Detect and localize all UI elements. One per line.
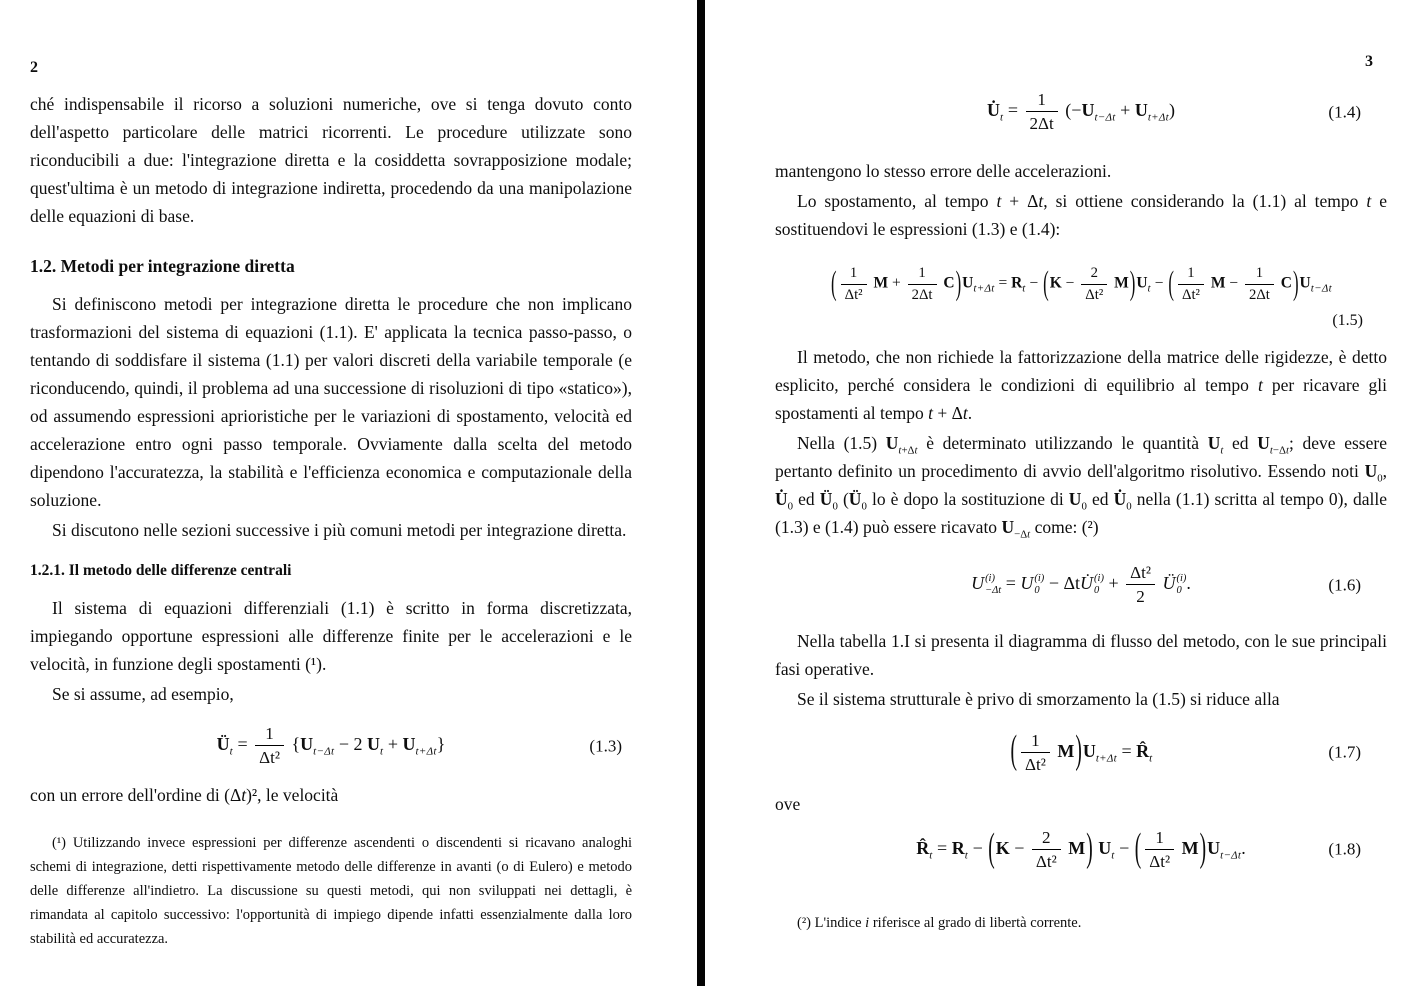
paragraph-ove: ove [775, 793, 801, 814]
page-number: 2 [30, 59, 38, 76]
section-heading-1-2: 1.2. Metodi per integrazione diretta [30, 256, 295, 276]
equation-1-8: $R̂_t = R_t - (K$ − $\frac{2}{\text{Δt²}}$ M) $U_t$ − ( $\frac{1}{\text{Δt²}}$ $M)U_{t-\Delta t}$. (1.8) [916, 827, 1361, 871]
footnote-2: (²) L'indice i riferisce al grado di libertà corrente. [797, 915, 1082, 932]
equation-1-4: $U̇_t$ = $\frac{1}{2\Delta t}$ $(-U_{t-\Delta t} + U_{t+\Delta t})$ (1.4) [986, 90, 1361, 134]
equation-1-5: ( $\frac{1}{\text{Δt²}}$ M + $\frac{1}{2\Delta t}$ $C)U_{t+\Delta t} = R_t - (K$ − $\frac{2}{\text{Δt²}}$ $M)U_t$ − ( $\frac{1}{\text{Δt²}}$ M − $\frac{1}{2\Delta t}$ $C)U_{t-\Delta t}$ (1.5) [831, 263, 1363, 330]
paragraph-il-metodo: Il metodo, che non richiede la fattorizzazione della matrice delle rigidezze, è detto esplicito, perché considera le condizioni di equilibrio al tempo t per ricavare gli spostamenti al tempo t + Δt. [775, 347, 1387, 424]
footnote-1: (¹) Utilizzando invece espressioni per differenze ascendenti o discendenti si ricavano analoghi schemi di integrazione, detti rispettivamente metodo delle differenze in avanti (o di Eulero) e metodo delle differenze all'indietro. La discussione su questi metodi, qui non sviluppati nei dettagli, è rimandata al capitolo successivo: l'opportunità di impiego dipende infatti essenzialmente dalla loro stabilità ed accuratezza. [30, 835, 632, 948]
paragraph-se-il-sistema: Se il sistema strutturale è privo di smorzamento la (1.5) si riduce alla [797, 688, 1280, 709]
equation-1-7: ( $\frac{1}{\text{Δt²}}$ $M)U_{t+\Delta t}$ = $R̂_t$ (1.7) [1010, 730, 1361, 774]
page-number: 3 [1365, 53, 1373, 70]
equation-1-6: U (i) −Δt = U (i) 0 − ΔtU̇ (i) 0 + $\frac{\text{Δt²}}{2}$ Ü (i) 0 . (1.6) [971, 563, 1361, 607]
paragraph-con-un-errore: con un errore dell'ordine di (Δt)², le velocità [30, 785, 339, 806]
intro-paragraph: ché indispensabile il ricorso a soluzioni numeriche, ove si tenga dovuto conto dell'aspetto particolare delle matrici ricorrenti. Le procedure utilizzate sono riconducibili a due: l'integrazione diretta e la cosiddetta sovrapposizione modale; quest'ultima è un metodo di integrazione indiretta, procedendo da una manipolazione delle equazioni di base. [30, 94, 632, 226]
page-right [775, 0, 1387, 935]
paragraph-nella-1-5: Nella (1.5) $U_{t+\Delta t}$ è determinato utilizzando le quantità $U_t$ ed $U_{t-\Delta t}$; deve essere pertanto definito un procedimento di avvio dell'algoritmo risolutivo. Essendo noti $U_0$, $U̇_0$ ed $Ü_0$ ($Ü_0$ lo è dopo la sostituzione di $U_0$ ed $U̇_0$ nella (1.1) scritta al tempo 0), dalle (1.3) e (1.4) può essere ricavato $U_{-\Delta t}$ come: (²) [775, 433, 1387, 541]
paragraph-se-si-assume: Se si assume, ad esempio, [52, 684, 234, 704]
page-left [30, 0, 632, 951]
paragraph-lo-spostamento: Lo spostamento, al tempo t + Δt, si ottiene considerando la (1.1) al tempo t e sostituendovi le espressioni (1.3) e (1.4): [775, 191, 1387, 240]
page-gutter-divider [697, 0, 705, 986]
paragraph-si-discutono: Si discutono nelle sezioni successive i più comuni metodi per integrazione diretta. [52, 520, 627, 540]
paragraph-nella-tabella: Nella tabella 1.I si presenta il diagramma di flusso del metodo, con le sue principali fasi operative. [775, 630, 1387, 679]
paragraph-il-sistema: Il sistema di equazioni differenziali (1.1) è scritto in forma discretizzata, impiegando opportune espressioni alle differenze finite per le accelerazioni e le velocità, in funzione degli spostamenti (¹). [30, 598, 632, 674]
paragraph-si-definiscono: Si definiscono metodi per integrazione diretta le procedure che non implicano trasformazioni del sistema di equazioni (1.1). E' applicata la tecnica passo-passo, o tentando di soddisfare il sistema (1.1) per valori discreti della variabile temporale (e riconducendo, quindi, il problema ad una successione di risoluzioni di tipo «statico»), od assumendo espressioni aprioristiche per le variazioni di spostamento, velocità ed accelerazione entro ogni passo temporale. Ovviamente dalla scelta del metodo dipendono l'accuratezza, la stabilità e l'efficienza economica e computazionale della soluzione. [30, 294, 632, 510]
paragraph-mantengono: mantengono lo stesso errore delle accelerazioni. [775, 161, 1112, 182]
subsection-heading-1-2-1: 1.2.1. Il metodo delle differenze centrali [30, 562, 292, 579]
equation-1-3: $Ü_t$ = $\frac{1}{\text{Δt²}}$ {$U_{t-\Delta t} - 2$ $U_t + U_{t+\Delta t}$} (1.3) [216, 724, 622, 768]
